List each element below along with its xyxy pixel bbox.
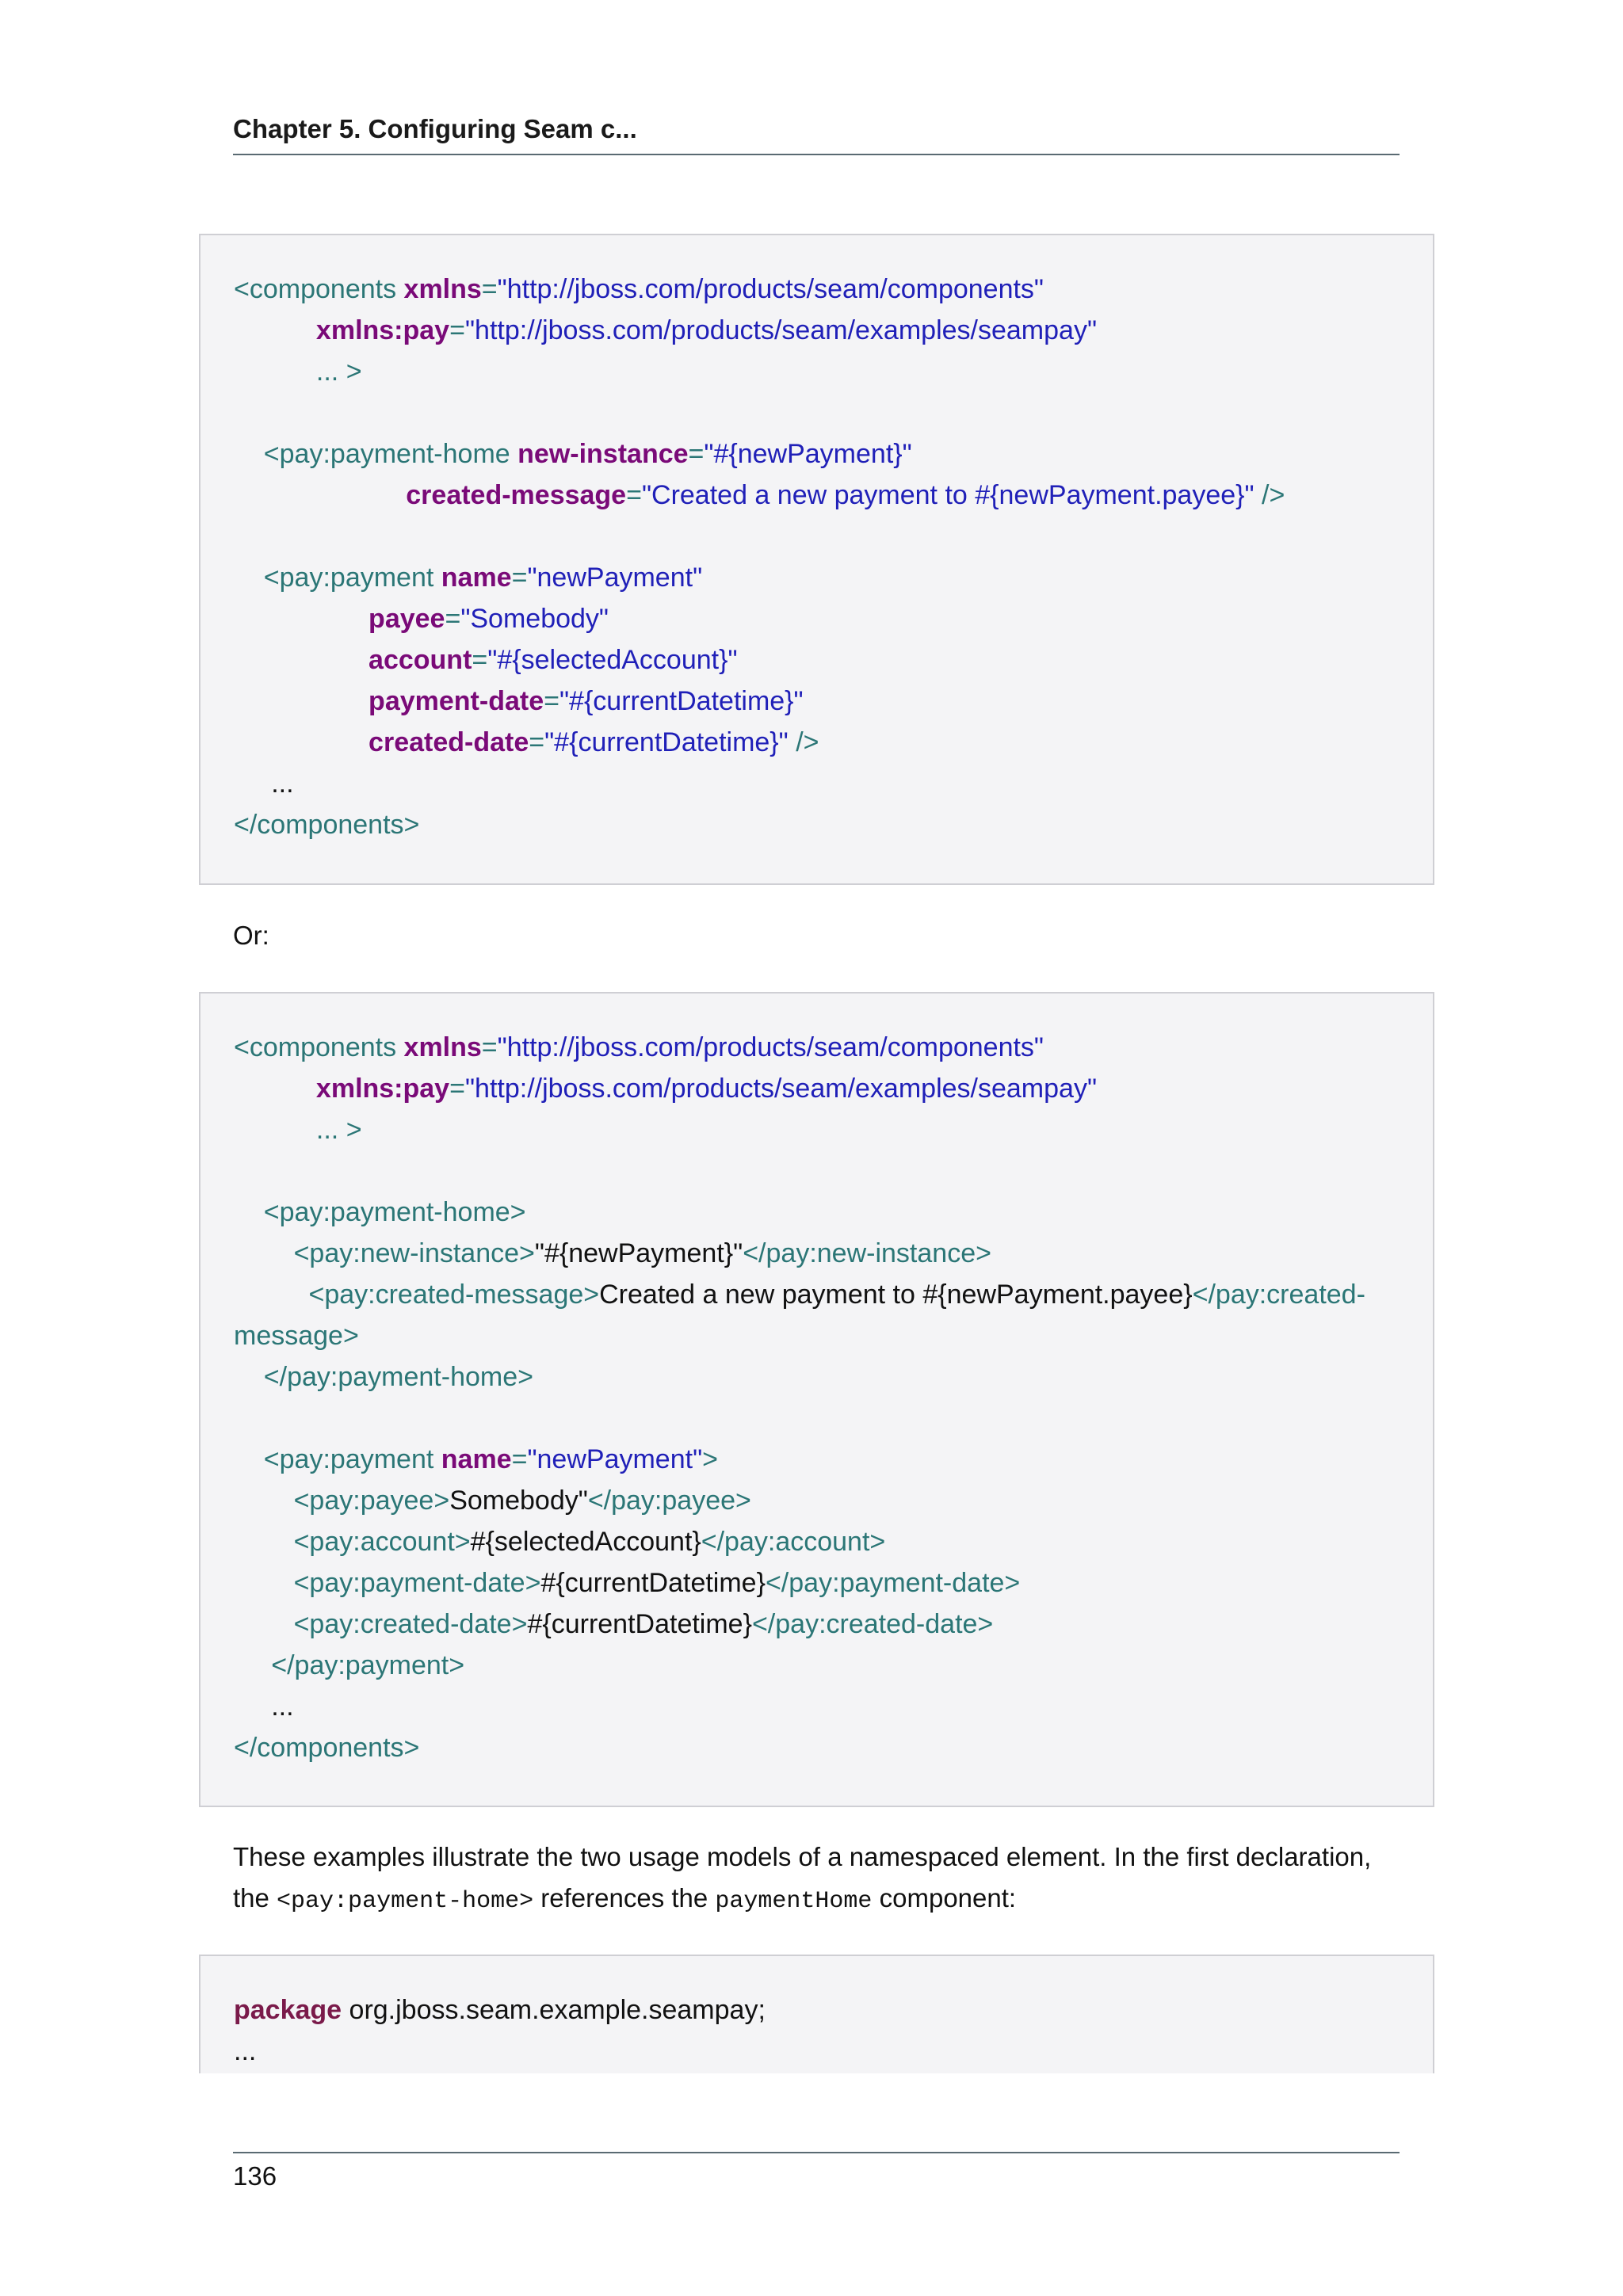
chapter-header: Chapter 5. Configuring Seam c... — [233, 114, 1400, 155]
text-fragment: component: — [872, 1883, 1017, 1913]
code-token: message> — [234, 1321, 359, 1351]
code-token: ... — [234, 1691, 294, 1722]
code-line — [234, 1068, 1097, 1109]
code-token: <pay:account> — [234, 1527, 471, 1557]
code-line — [234, 1727, 419, 1768]
code-token: Somebody" — [449, 1486, 588, 1516]
code-block-java — [199, 1955, 1434, 2073]
code-line — [234, 269, 1044, 310]
code-token: </components> — [234, 810, 420, 840]
code-token: </pay:new-instance> — [743, 1238, 991, 1268]
code-token: "http://jboss.com/products/seam/examples/seampay" — [464, 315, 1098, 345]
inline-code-payment-home-tag: <pay:payment-home> — [277, 1888, 534, 1915]
code-line — [234, 2031, 256, 2072]
code-line — [234, 763, 294, 804]
code-token: ... — [234, 769, 294, 799]
code-token: name — [441, 563, 512, 593]
code-token: </pay:payment> — [234, 1650, 465, 1680]
code-line — [234, 1109, 362, 1150]
code-token: = — [511, 563, 528, 593]
code-token: "http://jboss.com/products/seam/components" — [497, 1032, 1044, 1062]
code-token: = — [449, 315, 465, 345]
code-token: "http://jboss.com/products/seam/examples/seampay" — [464, 1074, 1098, 1104]
code-token: <pay:payment-date> — [234, 1568, 541, 1598]
code-line — [234, 804, 419, 845]
code-token: = — [544, 686, 559, 716]
code-token: "newPayment" — [527, 563, 703, 593]
code-token: package — [234, 1995, 342, 2025]
code-token: new-instance — [517, 439, 689, 469]
code-token: = — [472, 645, 488, 675]
code-token: org.jboss.seam.example.seampay; — [342, 1995, 766, 2025]
code-token: <components — [234, 1032, 404, 1062]
code-line — [234, 1989, 766, 2031]
code-token: /> — [1254, 480, 1285, 510]
text-fragment: the — [233, 1883, 277, 1913]
code-line — [234, 1604, 993, 1645]
code-token: <pay:payee> — [234, 1486, 450, 1516]
code-line — [234, 1315, 359, 1356]
code-block-xml-elements — [199, 992, 1434, 1807]
code-line — [234, 1274, 1365, 1315]
page-number: 136 — [233, 2161, 277, 2191]
code-token: </pay:created-date> — [751, 1609, 994, 1639]
code-line — [234, 351, 362, 392]
code-token — [234, 480, 406, 510]
code-token: #{selectedAccount} — [470, 1527, 701, 1557]
code-token: <pay:created-message> — [234, 1280, 600, 1310]
code-token: = — [529, 727, 545, 757]
code-line — [234, 1480, 751, 1521]
code-token: created-date — [369, 727, 529, 757]
code-line — [234, 1645, 464, 1686]
code-line — [234, 1562, 1020, 1604]
text-fragment: references the — [533, 1883, 716, 1913]
code-line — [234, 639, 738, 681]
code-line — [234, 557, 702, 598]
code-token — [234, 727, 369, 757]
code-token: #{currentDatetime} — [540, 1568, 766, 1598]
code-line — [234, 722, 819, 763]
code-token: name — [441, 1444, 512, 1474]
footer-rule — [233, 2152, 1400, 2153]
paragraph-explanation-line-2 — [233, 1878, 1016, 1922]
code-token: </pay:payee> — [587, 1486, 751, 1516]
code-line — [234, 681, 804, 722]
code-token: = — [688, 439, 705, 469]
code-token: ... > — [234, 1115, 362, 1145]
code-token: payment-date — [369, 686, 544, 716]
code-token: = — [511, 1444, 528, 1474]
code-token — [234, 315, 316, 345]
code-token: "#{newPayment}" — [704, 439, 912, 469]
code-line — [234, 598, 609, 639]
code-line — [234, 475, 1285, 516]
code-token: xmlns:pay — [315, 1074, 450, 1104]
code-token: "#{currentDatetime}" — [544, 727, 789, 757]
code-token: <pay:payment-home> — [234, 1197, 526, 1227]
code-token: "#{currentDatetime}" — [559, 686, 804, 716]
code-token: = — [445, 604, 461, 634]
code-token: <pay:payment — [234, 563, 441, 593]
code-token: <pay:created-date> — [234, 1609, 528, 1639]
code-token: = — [481, 1032, 498, 1062]
code-line — [234, 1521, 885, 1562]
code-token: </pay:created- — [1192, 1280, 1365, 1310]
code-token: "Somebody" — [460, 604, 609, 634]
code-token: ... — [234, 2036, 257, 2066]
code-token: <pay:payment-home — [234, 439, 518, 469]
code-token: = — [481, 274, 498, 304]
code-token — [234, 1074, 316, 1104]
code-token: </pay:account> — [701, 1527, 886, 1557]
code-token: </components> — [234, 1733, 420, 1763]
paragraph-or: Or: — [233, 921, 269, 950]
code-token: ... > — [234, 357, 362, 387]
code-token — [234, 686, 369, 716]
code-token: "newPayment" — [527, 1444, 703, 1474]
code-token: <pay:new-instance> — [234, 1238, 535, 1268]
code-token: account — [369, 645, 472, 675]
code-token: "Created a new payment to #{newPayment.payee}" — [641, 480, 1254, 510]
code-token: </pay:payment-home> — [234, 1362, 533, 1392]
code-token: "#{newPayment}" — [534, 1238, 743, 1268]
code-token: "#{selectedAccount}" — [487, 645, 738, 675]
code-token: created-message — [406, 480, 627, 510]
code-token: #{currentDatetime} — [527, 1609, 752, 1639]
code-line — [234, 1027, 1044, 1068]
code-token: </pay:payment-date> — [765, 1568, 1021, 1598]
code-line — [234, 1686, 294, 1727]
code-token: = — [626, 480, 642, 510]
code-token — [234, 604, 369, 634]
code-token: payee — [369, 604, 445, 634]
code-line — [234, 310, 1097, 351]
code-line — [234, 1439, 718, 1480]
code-line — [234, 1192, 526, 1233]
code-token: xmlns — [403, 1032, 482, 1062]
code-token: xmlns:pay — [315, 315, 450, 345]
inline-code-paymenthome: paymentHome — [715, 1888, 873, 1915]
code-block-xml-attributes — [199, 234, 1434, 885]
code-token: > — [702, 1444, 718, 1474]
code-token: /> — [788, 727, 819, 757]
code-line — [234, 1233, 991, 1274]
code-token: xmlns — [403, 274, 482, 304]
code-line — [234, 1356, 533, 1398]
code-token — [234, 645, 369, 675]
code-token: "http://jboss.com/products/seam/components" — [497, 274, 1044, 304]
code-token: <components — [234, 274, 404, 304]
code-token: = — [449, 1074, 465, 1104]
code-token: <pay:payment — [234, 1444, 441, 1474]
paragraph-explanation-line-1: These examples illustrate the two usage models of a namespaced element. In the first declaration, — [233, 1842, 1372, 1871]
code-token: Created a new payment to #{newPayment.payee} — [599, 1280, 1193, 1310]
code-line — [234, 433, 912, 475]
